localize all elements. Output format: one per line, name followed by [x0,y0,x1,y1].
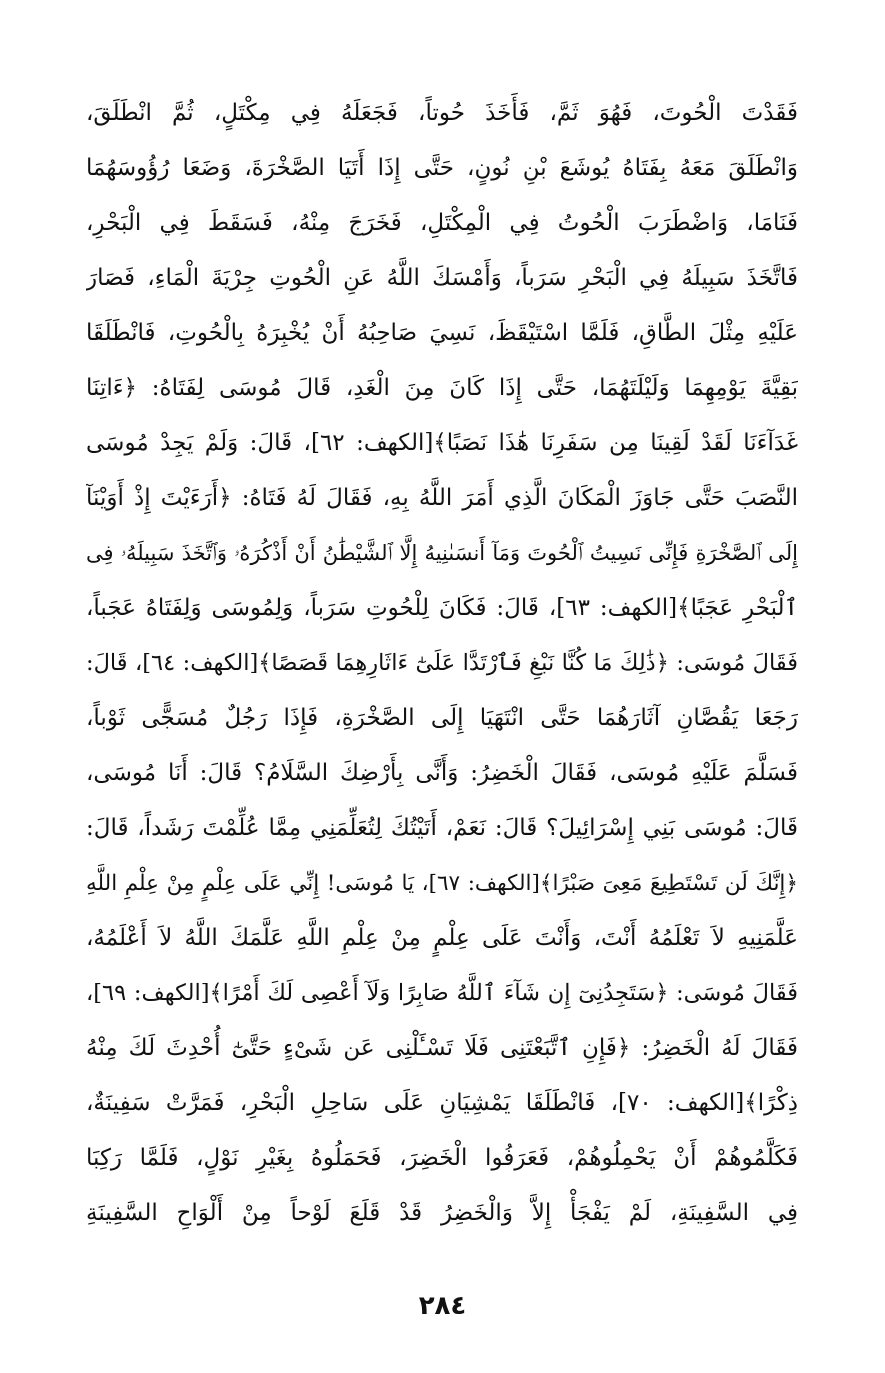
text-line-4: فَاتَّخَذَ سَبِيلَهُ فِي الْبَحْرِ سَرَباً، وَأَمْسَكَ اللَّهُ عَنِ الْحُوتِ جِرْيَةَ الْمَاءِ، فَصَارَ [86,265,798,291]
text-line-9: إِلَى ٱلصَّخْرَةِ فَإِنِّى نَسِيتُ ٱلْحُوتَ وَمَآ أَنسَىٰنِيهُ إِلَّا ٱلشَّيْطَٰنُ أَنْ أَذْكُرَهُۥ وَٱتَّخَذَ سَبِيلَهُۥ فِى [86,541,798,565]
text-line-16: عَلَّمَنِيهِ لاَ تَعْلَمُهُ أَنْتَ، وَأَنْتَ عَلَى عِلْمٍ مِنْ عِلْمِ اللَّهِ عَلَّمَكَ اللَّهُ لاَ أَعْلَمُهُ، [86,925,798,951]
text-line-1: فَقَدْتَ الْحُوتَ، فَهُوَ ثَمَّ، فَأَخَذَ حُوتاً، فَجَعَلَهُ فِي مِكْتَلٍ، ثُمَّ انْطَلَقَ، [86,100,798,126]
text-line-2: وَانْطَلَقَ مَعَهُ بِفَتَاهُ يُوشَعَ بْنِ نُونٍ، حَتَّى إِذَا أَتَيَا الصَّخْرَةَ، وَضَعَا رُؤُوسَهُمَا [86,155,798,181]
text-line-12: رَجَعَا يَقُصَّانِ آثَارَهُمَا حَتَّى انْتَهَيَا إِلَى الصَّخْرَةِ، فَإِذَا رَجُلٌ مُسَجًّى ثَوْباً، [86,705,798,731]
text-line-20: فَكَلَّمُوهُمْ أَنْ يَحْمِلُوهُمْ، فَعَرَفُوا الْخَضِرَ، فَحَمَلُوهُ بِغَيْرِ نَوْلٍ، فَلَمَّا رَكِبَا [86,1145,798,1171]
text-line-5: عَلَيْهِ مِثْلَ الطَّاقِ، فَلَمَّا اسْتَيْقَظَ، نَسِيَ صَاحِبُهُ أَنْ يُخْبِرَهُ بِالْحُوتِ، فَانْطَلَقَا [86,320,798,346]
text-line-18: فَقَالَ لَهُ الْخَضِرُ: ﴿فَإِنِ ٱتَّبَعْتَنِى فَلَا تَسْـَٔلْنِى عَن شَىْءٍ حَتَّىٰٓ أُحْدِثَ لَكَ مِنْهُ [86,1035,798,1061]
text-line-7: غَدَآءَنَا لَقَدْ لَقِينَا مِن سَفَرِنَا هَٰذَا نَصَبًا﴾[الكهف: ٦٢]، قَالَ: وَلَمْ يَجِدْ مُوسَى [86,430,798,456]
text-line-10: ٱلْبَحْرِ عَجَبًا﴾[الكهف: ٦٣]، قَالَ: فَكَانَ لِلْحُوتِ سَرَباً، وَلِمُوسَى وَلِفَتَاهُ عَجَباً، [86,595,798,621]
text-line-6: بَقِيَّةَ يَوْمِهِمَا وَلَيْلَتَهُمَا، حَتَّى إِذَا كَانَ مِنَ الْغَدِ، قَالَ مُوسَى لِفَتَاهُ: ﴿ءَاتِنَا [86,375,798,401]
text-line-14: قَالَ: مُوسَى بَنِي إِسْرَائِيلَ؟ قَالَ: نَعَمْ، أَتَيْتُكَ لِتُعَلِّمَنِي مِمَّا عُلِّمْتَ رَشَداً، قَالَ: [86,815,798,841]
text-line-17: فَقَالَ مُوسَى: ﴿سَتَجِدُنِىٓ إِن شَآءَ ٱللَّهُ صَابِرًا وَلَآ أَعْصِى لَكَ أَمْرًا﴾[الكهف: ٦٩]، [86,980,798,1006]
text-line-21: فِي السَّفِينَةِ، لَمْ يَفْجَأْ إِلاَّ وَالْخَضِرُ قَدْ قَلَعَ لَوْحاً مِنْ أَلْوَاحِ السَّفِينَةِ [86,1200,798,1226]
page-number: ٢٨٤ [418,1291,467,1321]
body-text [86,86,798,1241]
text-line-15: ﴿إِنَّكَ لَن تَسْتَطِيعَ مَعِىَ صَبْرًا﴾[الكهف: ٦٧]، يَا مُوسَى! إِنِّي عَلَى عِلْمٍ مِنْ عِلْمِ اللَّهِ [86,871,798,896]
text-line-8: النَّصَبَ حَتَّى جَاوَزَ الْمَكَانَ الَّذِي أَمَرَ اللَّهُ بِهِ، فَقَالَ لَهُ فَتَاهُ: ﴿أَرَءَيْتَ إِذْ أَوَيْنَآ [86,485,798,511]
text-line-19: ذِكْرًا﴾[الكهف: ٧٠]، فَانْطَلَقَا يَمْشِيَانِ عَلَى سَاحِلِ الْبَحْرِ، فَمَرَّتْ سَفِينَةٌ، [86,1090,798,1116]
text-line-13: فَسَلَّمَ عَلَيْهِ مُوسَى، فَقَالَ الْخَضِرُ: وَأَنَّى بِأَرْضِكَ السَّلَامُ؟ قَالَ: أَنَا مُوسَى، [86,760,798,786]
text-line-3: فَنَامَا، وَاضْطَرَبَ الْحُوتُ فِي الْمِكْتَلِ، فَخَرَجَ مِنْهُ، فَسَقَطَ فِي الْبَحْرِ، [86,210,798,236]
text-line-11: فَقَالَ مُوسَى: ﴿ذَٰلِكَ مَا كُنَّا نَبْغِ فَٱرْتَدَّا عَلَىٰٓ ءَاثَارِهِمَا قَصَصًا﴾[الكهف: ٦٤]، قَالَ: [86,650,798,676]
